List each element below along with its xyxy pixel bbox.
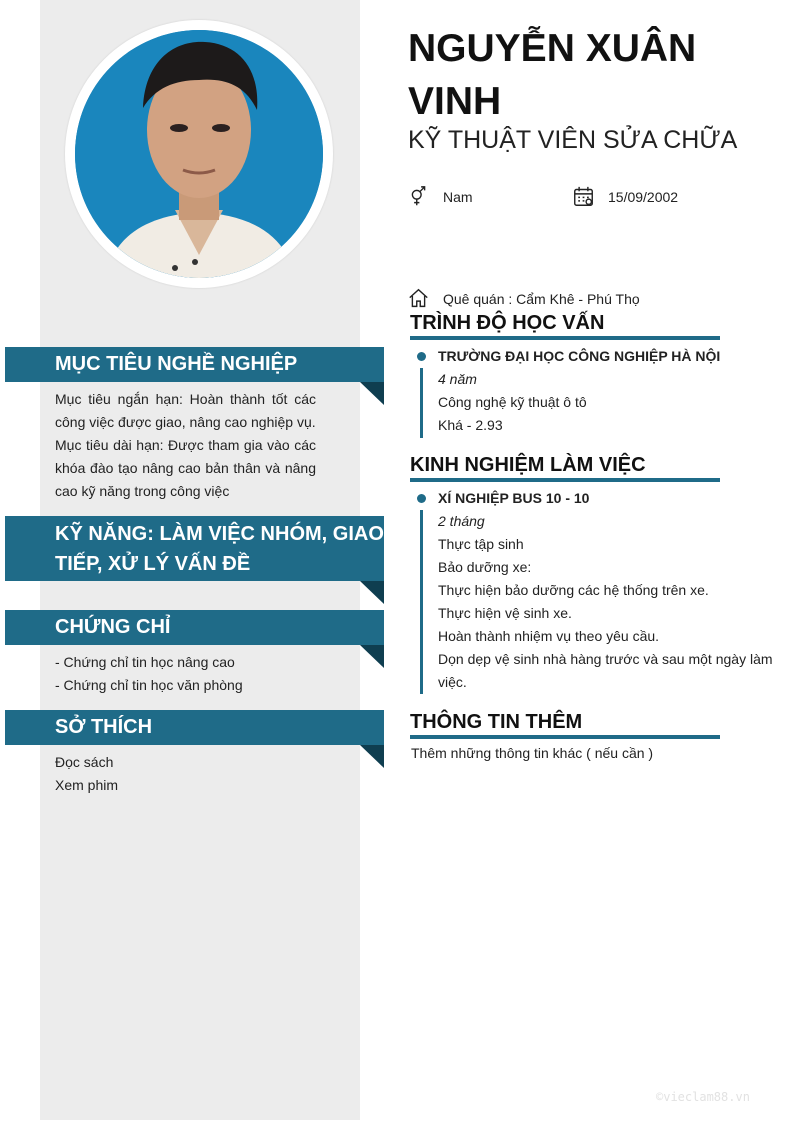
certificates-band-fold [360, 645, 384, 668]
experience-timeline [420, 510, 423, 694]
skills-heading-band [5, 516, 384, 581]
extra-info-heading: THÔNG TIN THÊM [410, 711, 720, 739]
objective-heading-band [5, 347, 384, 382]
experience-duration: 2 tháng [438, 513, 485, 529]
experience-line: Thực hiện bảo dưỡng các hệ thống trên xe. [438, 582, 709, 598]
experience-line: Bảo dưỡng xe: [438, 559, 532, 575]
objective-text [55, 388, 316, 503]
certificate-item: - Chứng chỉ tin học nâng cao [55, 654, 235, 670]
experience-line: Thực tập sinh [438, 536, 524, 552]
objective-band-fold [360, 382, 384, 405]
company-name: XÍ NGHIỆP BUS 10 - 10 [438, 490, 590, 506]
watermark: ©vieclam88.vn [656, 1090, 750, 1104]
hometown-info [408, 288, 640, 309]
extra-info-text: Thêm những thông tin khác ( nếu cần ) [411, 745, 654, 761]
avatar [75, 30, 323, 278]
education-timeline [420, 368, 423, 438]
school-name: TRƯỜNG ĐẠI HỌC CÔNG NGHIỆP HÀ NỘI [438, 348, 721, 364]
hometown-value: Quê quán : Cẩm Khê - Phú Thọ [443, 290, 640, 307]
experience-heading: KINH NGHIỆM LÀM VIỆC [410, 454, 720, 482]
birthday-value: 15/09/2002 [608, 188, 679, 205]
hobbies-heading-band [5, 710, 384, 745]
home-icon [408, 288, 429, 309]
objective-short-term: Mục tiêu ngắn hạn: Hoàn thành tốt các công việc được giao, nâng cao nghiệp vụ. [55, 391, 316, 430]
avatar-frame [65, 20, 333, 288]
certificate-item: - Chứng chỉ tin học văn phòng [55, 677, 243, 693]
skills-heading-line2: TIẾP, XỬ LÝ VẤN ĐỀ [55, 553, 251, 575]
hobby-item: Xem phim [55, 777, 119, 793]
hobby-item: Đọc sách [55, 754, 114, 770]
hobbies-list [55, 751, 316, 797]
education-grade: Khá - 2.93 [438, 417, 503, 433]
certificates-heading: CHỨNG CHỈ [55, 616, 171, 638]
hobbies-heading: SỞ THÍCH [55, 716, 153, 738]
calendar-icon [573, 186, 594, 207]
objective-long-term: Mục tiêu dài hạn: Được tham gia vào các khóa đào tạo nâng cao bản thân và nâng cao kỹ năng trong công việc [55, 437, 316, 499]
gender-icon [408, 186, 429, 207]
certificates-heading-band [5, 610, 384, 645]
experience-bullet [417, 494, 426, 503]
experience-line: Dọn dẹp vệ sinh nhà hàng trước và sau một ngày làm việc. [438, 651, 773, 690]
education-entry [438, 345, 720, 437]
skills-band-fold [360, 581, 384, 604]
experience-entry [438, 487, 783, 694]
experience-line: Thực hiện vệ sinh xe. [438, 605, 572, 621]
objective-heading: MỤC TIÊU NGHỀ NGHIỆP [55, 353, 298, 375]
education-bullet [417, 352, 426, 361]
gender-info [408, 186, 473, 207]
experience-line: Hoàn thành nhiệm vụ theo yêu cầu. [438, 628, 660, 644]
gender-value: Nam [443, 188, 473, 205]
job-title: KỸ THUẬT VIÊN SỬA CHỮA [408, 126, 738, 154]
candidate-name: NGUYỄN XUÂN VINH [408, 27, 697, 123]
certificates-list [55, 651, 316, 697]
education-major: Công nghệ kỹ thuật ô tô [438, 394, 587, 410]
skills-heading-line1: KỸ NĂNG: LÀM VIỆC NHÓM, GIAO [55, 523, 384, 545]
education-duration: 4 năm [438, 371, 477, 387]
education-heading: TRÌNH ĐỘ HỌC VẤN [410, 312, 720, 340]
hobbies-band-fold [360, 745, 384, 768]
birthday-info [573, 186, 678, 207]
